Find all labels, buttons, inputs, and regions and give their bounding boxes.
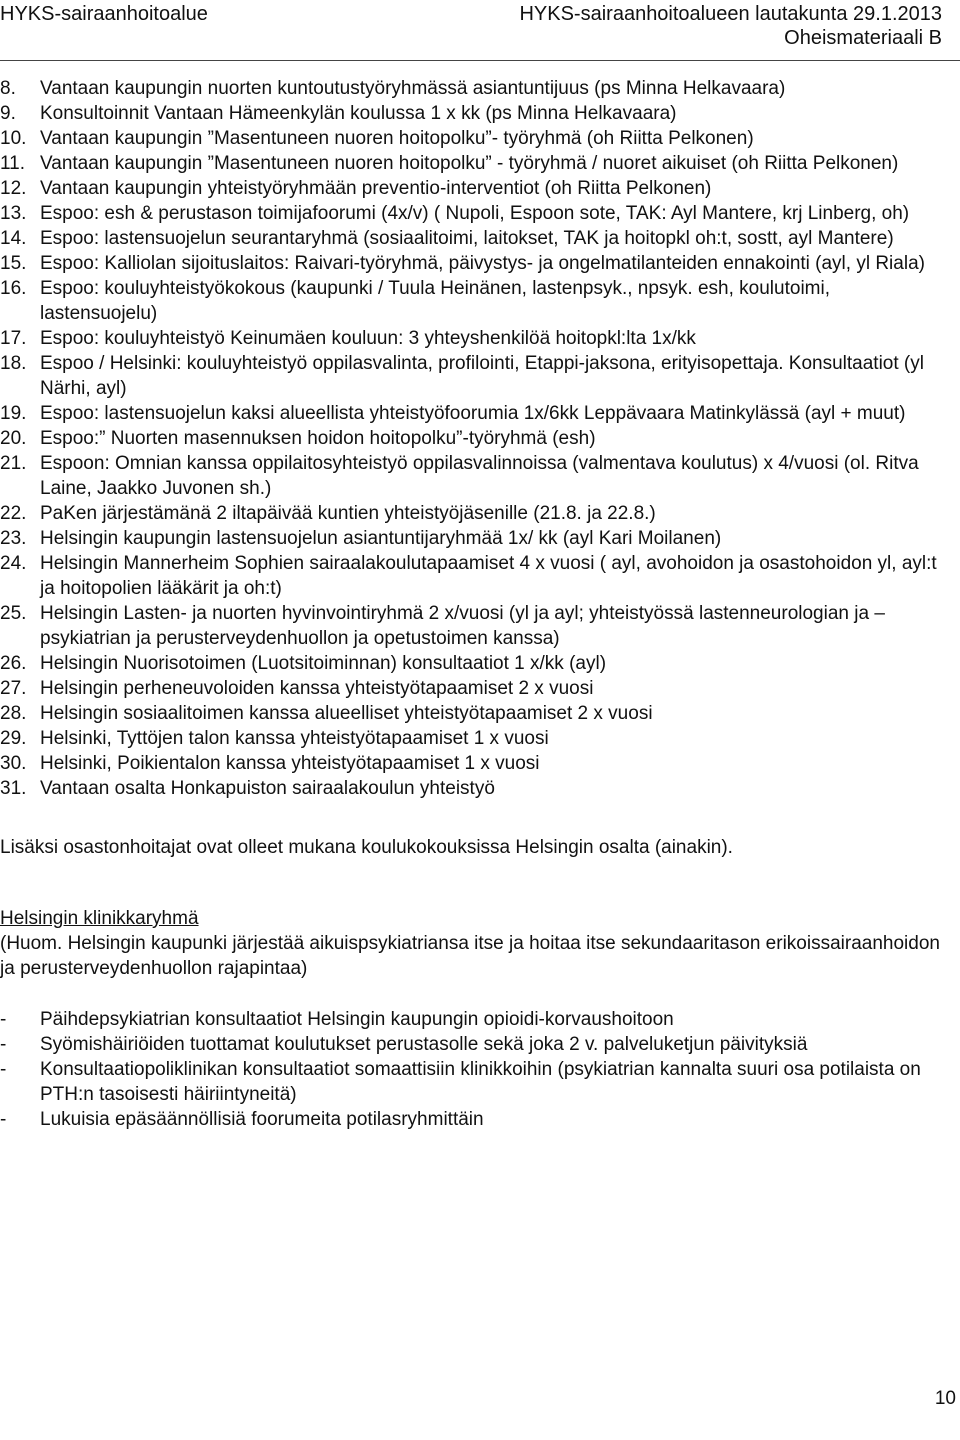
- item-text: Helsingin Lasten- ja nuorten hyvinvointiryhmä 2 x/vuosi (yl ja ayl; yhteistyössä lastenneurologian ja –psykiatrian ja perusterveydenhuollon ja opetustoimen kanssa): [40, 603, 885, 649]
- list-item: [0, 551, 952, 601]
- item-text: Espoo: lastensuojelun kaksi alueellista yhteistyöfoorumia 1x/6kk Leppävaara Matinkylässä (ayl + muut): [40, 403, 906, 424]
- list-item: [0, 326, 952, 351]
- item-number: 8.: [0, 78, 16, 99]
- item-number: 21.: [0, 453, 27, 474]
- item-number: 16.: [0, 278, 27, 299]
- item-text: Espoo: Kalliolan sijoituslaitos: Raivari-työryhmä, päivystys- ja ongelmatilanteiden ennakointi (ayl, yl Riala): [40, 253, 925, 274]
- list-item: [0, 726, 952, 751]
- list-item: [0, 1007, 952, 1032]
- item-number: 31.: [0, 778, 27, 799]
- bullet-dash: -: [0, 1059, 7, 1080]
- bullet-dash: -: [0, 1009, 7, 1030]
- item-number: 25.: [0, 603, 27, 624]
- item-number: 19.: [0, 403, 27, 424]
- section-heading: Helsingin klinikkaryhmä: [0, 908, 199, 929]
- item-text: Vantaan kaupungin nuorten kuntoutustyöryhmässä asiantuntijuus (ps Minna Helkavaara): [40, 78, 786, 99]
- list-item: [0, 1057, 952, 1107]
- list-item: [0, 501, 952, 526]
- header-attachment-label: Oheismateriaali B: [784, 27, 942, 49]
- item-number: 17.: [0, 328, 27, 349]
- list-item: [0, 151, 952, 176]
- section-note: (Huom. Helsingin kaupunki järjestää aikuispsykiatriansa itse ja hoitaa itse sekundaaritason erikoissairaanhoidon ja perusterveydenhuollon rajapintaa): [0, 933, 940, 979]
- bullet-dash: -: [0, 1034, 7, 1055]
- item-text: Helsinki, Tyttöjen talon kanssa yhteistyötapaamiset 1 x vuosi: [40, 728, 549, 749]
- item-number: 24.: [0, 553, 27, 574]
- item-text: Vantaan kaupungin ”Masentuneen nuoren hoitopolku”- työryhmä (oh Riitta Pelkonen): [40, 128, 754, 149]
- item-text: Helsingin Nuorisotoimen (Luotsitoiminnan) konsultaatiot 1 x/kk (ayl): [40, 653, 607, 674]
- item-number: 30.: [0, 753, 27, 774]
- list-item: [0, 601, 952, 651]
- bullet-text: Konsultaatiopoliklinikan konsultaatiot somaattisiin klinikkoihin (psykiatrian kannalta suuri osa potilaista on PTH:n tasoisesti häiriintyneitä): [40, 1059, 921, 1105]
- header-meeting-info: [519, 2, 942, 50]
- list-item: [0, 1107, 952, 1132]
- list-item: [0, 1032, 952, 1057]
- item-number: 28.: [0, 703, 27, 724]
- list-item: [0, 526, 952, 551]
- item-number: 10.: [0, 128, 27, 149]
- list-item: [0, 76, 952, 101]
- bullet-list: [0, 1007, 952, 1132]
- item-text: Helsingin perheneuvoloiden kanssa yhteistyötapaamiset 2 x vuosi: [40, 678, 594, 699]
- list-item: [0, 776, 952, 801]
- item-number: 9.: [0, 103, 16, 124]
- list-item: [0, 276, 952, 326]
- item-text: Espoo: esh & perustason toimijafoorumi (4x/v) ( Nupoli, Espoon sote, TAK: Ayl Mantere, krj Linberg, oh): [40, 203, 910, 224]
- item-text: Helsinki, Poikientalon kanssa yhteistyötapaamiset 1 x vuosi: [40, 753, 540, 774]
- item-number: 20.: [0, 428, 27, 449]
- item-text: Espoo: kouluyhteistyö Keinumäen kouluun: 3 yhteyshenkilöä hoitopkl:lta 1x/kk: [40, 328, 696, 349]
- item-number: 18.: [0, 353, 27, 374]
- page-number: 10: [934, 1388, 956, 1409]
- list-item: [0, 676, 952, 701]
- list-item: [0, 426, 952, 451]
- list-item: [0, 251, 952, 276]
- numbered-list: [0, 76, 952, 801]
- document-body: [0, 76, 952, 1132]
- osastonhoitajat-paragraph: Lisäksi osastonhoitajat ovat olleet mukana koulukokouksissa Helsingin osalta (ainakin).: [0, 837, 733, 858]
- list-item: [0, 126, 952, 151]
- item-text: Vantaan kaupungin yhteistyöryhmään preventio-interventiot (oh Riitta Pelkonen): [40, 178, 712, 199]
- item-text: Espoo:” Nuorten masennuksen hoidon hoitopolku”-työryhmä (esh): [40, 428, 596, 449]
- bullet-text: Lukuisia epäsäännöllisiä foorumeita potilasryhmittäin: [40, 1109, 484, 1130]
- item-number: 15.: [0, 253, 27, 274]
- item-text: Vantaan osalta Honkapuiston sairaalakoulun yhteistyö: [40, 778, 495, 799]
- item-number: 29.: [0, 728, 27, 749]
- list-item: [0, 226, 952, 251]
- item-text: Espoo: kouluyhteistyökokous (kaupunki / Tuula Heinänen, lastenpsyk., npsyk. esh, koulutoimi, lastensuojelu): [40, 278, 830, 324]
- list-item: [0, 201, 952, 226]
- list-item: [0, 101, 952, 126]
- list-item: [0, 751, 952, 776]
- list-item: [0, 176, 952, 201]
- item-number: 26.: [0, 653, 27, 674]
- item-number: 13.: [0, 203, 27, 224]
- item-text: Espoon: Omnian kanssa oppilaitosyhteistyö oppilasvalinnoissa (valmentava koulutus) x 4/vuosi (ol. Ritva Laine, Jaakko Juvonen sh.): [40, 453, 919, 499]
- item-number: 11.: [0, 153, 26, 174]
- item-text: Espoo / Helsinki: kouluyhteistyö oppilasvalinta, profilointi, Etappi-jaksona, erityisopettaja. Konsultaatiot (yl Närhi, ayl): [40, 353, 924, 399]
- list-item: [0, 401, 952, 426]
- item-text: Konsultoinnit Vantaan Hämeenkylän koulussa 1 x kk (ps Minna Helkavaara): [40, 103, 677, 124]
- bullet-text: Päihdepsykiatrian konsultaatiot Helsingin kaupungin opioidi-korvaushoitoon: [40, 1009, 674, 1030]
- header-organization: HYKS-sairaanhoitoalue: [0, 3, 208, 25]
- bullet-text: Syömishäiriöiden tuottamat koulutukset perustasolle sekä joka 2 v. palveluketjun päivityksiä: [40, 1034, 808, 1055]
- header-divider: [0, 60, 960, 61]
- list-item: [0, 701, 952, 726]
- item-number: 23.: [0, 528, 27, 549]
- item-text: Helsingin kaupungin lastensuojelun asiantuntijaryhmää 1x/ kk (ayl Kari Moilanen): [40, 528, 722, 549]
- list-item: [0, 451, 952, 501]
- item-number: 22.: [0, 503, 27, 524]
- list-item: [0, 651, 952, 676]
- spacer: [0, 801, 952, 835]
- item-text: Helsingin sosiaalitoimen kanssa alueelliset yhteistyötapaamiset 2 x vuosi: [40, 703, 653, 724]
- item-text: Helsingin Mannerheim Sophien sairaalakoulutapaamiset 4 x vuosi ( ayl, avohoidon ja osastohoidon yl, ayl:t ja hoitopolien lääkärit ja oh:t): [40, 553, 937, 599]
- header-board-date: HYKS-sairaanhoitoalueen lautakunta 29.1.2013: [519, 3, 942, 25]
- item-text: Vantaan kaupungin ”Masentuneen nuoren hoitopolku” - työryhmä / nuoret aikuiset (oh Riitta Pelkonen): [40, 153, 899, 174]
- spacer: [0, 860, 952, 906]
- item-number: 27.: [0, 678, 27, 699]
- item-text: Espoo: lastensuojelun seurantaryhmä (sosiaalitoimi, laitokset, TAK ja hoitopkl oh:t, sostt, ayl Mantere): [40, 228, 894, 249]
- list-item: [0, 351, 952, 401]
- item-number: 12.: [0, 178, 27, 199]
- item-text: PaKen järjestämänä 2 iltapäivää kuntien yhteistyöjäsenille (21.8. ja 22.8.): [40, 503, 656, 524]
- item-number: 14.: [0, 228, 27, 249]
- bullet-dash: -: [0, 1109, 7, 1130]
